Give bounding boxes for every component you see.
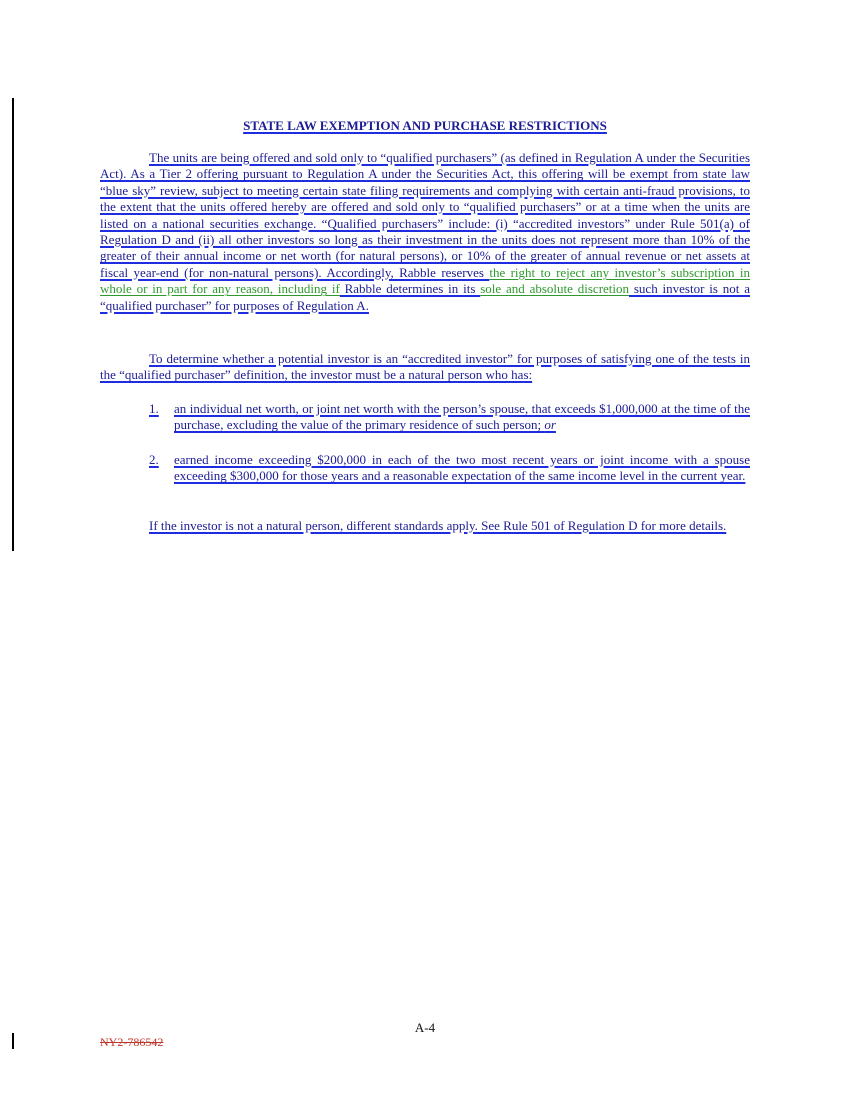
paragraph-accredited-investor — [100, 351, 750, 384]
moved-text: the right to reject any investor’s subscription in whole or in part for any reason, including if — [100, 264, 750, 297]
moved-text: sole and absolute discretion — [480, 281, 630, 297]
list-number: 1. — [149, 401, 159, 416]
paragraph-qualified-purchasers — [100, 150, 750, 314]
list-text — [174, 401, 750, 434]
inserted-text: an individual net worth, or joint net worth with the person’s spouse, that exceeds $1,000,000 at the time of the purchase, excluding the value of the primary residence of such person; — [174, 401, 750, 433]
inserted-text: The units are being offered and sold only to “qualified purchasers” (as defined in Regulation A under the Securities Act). As a Tier 2 offering pursuant to Regulation A under the Securities Act, this offering will be exempt from state law “blue sky” review, subject to meeting certain state filing requirements and complying with certain anti-fraud provisions, to the extent that the units offered hereby are offered and sold only to “qualified purchasers” or at a time when the units are listed on a national securities exchange. “Qualified purchasers” include: (i) “accredited investors” under Rule 501(a) of Regulation D and (ii) all other investors so long as their investment in the units does not represent more than 10% of the greater of their annual income or net worth (for natural persons), or 10% of the greater of annual revenue or net assets at fiscal year-end (for non-natural persons). Accordingly, Rabble reserves — [100, 150, 750, 280]
change-bar-top — [12, 98, 14, 551]
inserted-text: such investor is not a “qualified purchaser” for purposes of Regulation A. — [100, 281, 750, 313]
inserted-text: If the investor is not a natural person, different standards apply. See Rule 501 of Regulation D for more details. — [149, 518, 727, 533]
inserted-text-italic: or — [544, 417, 556, 433]
document-id-deleted: NY2-786542 — [100, 1035, 164, 1049]
inserted-text: earned income exceeding $200,000 in each of the two most recent years or joint income with a spouse exceeding $300,000 for those years and a reasonable expectation of the same income level in the current year. — [174, 452, 750, 484]
inserted-text: Rabble determines in its — [339, 281, 481, 297]
section-heading: STATE LAW EXEMPTION AND PURCHASE RESTRICTIONS — [243, 118, 607, 133]
list-number: 2. — [149, 452, 159, 467]
paragraph-non-natural-person — [100, 518, 750, 534]
inserted-text: To determine whether a potential investor is an “accredited investor” for purposes of satisfying one of the tests in the “qualified purchaser” definition, the investor must be a natural person who has: — [100, 351, 750, 383]
page-number: A-4 — [414, 1020, 436, 1035]
list-text — [174, 452, 750, 485]
